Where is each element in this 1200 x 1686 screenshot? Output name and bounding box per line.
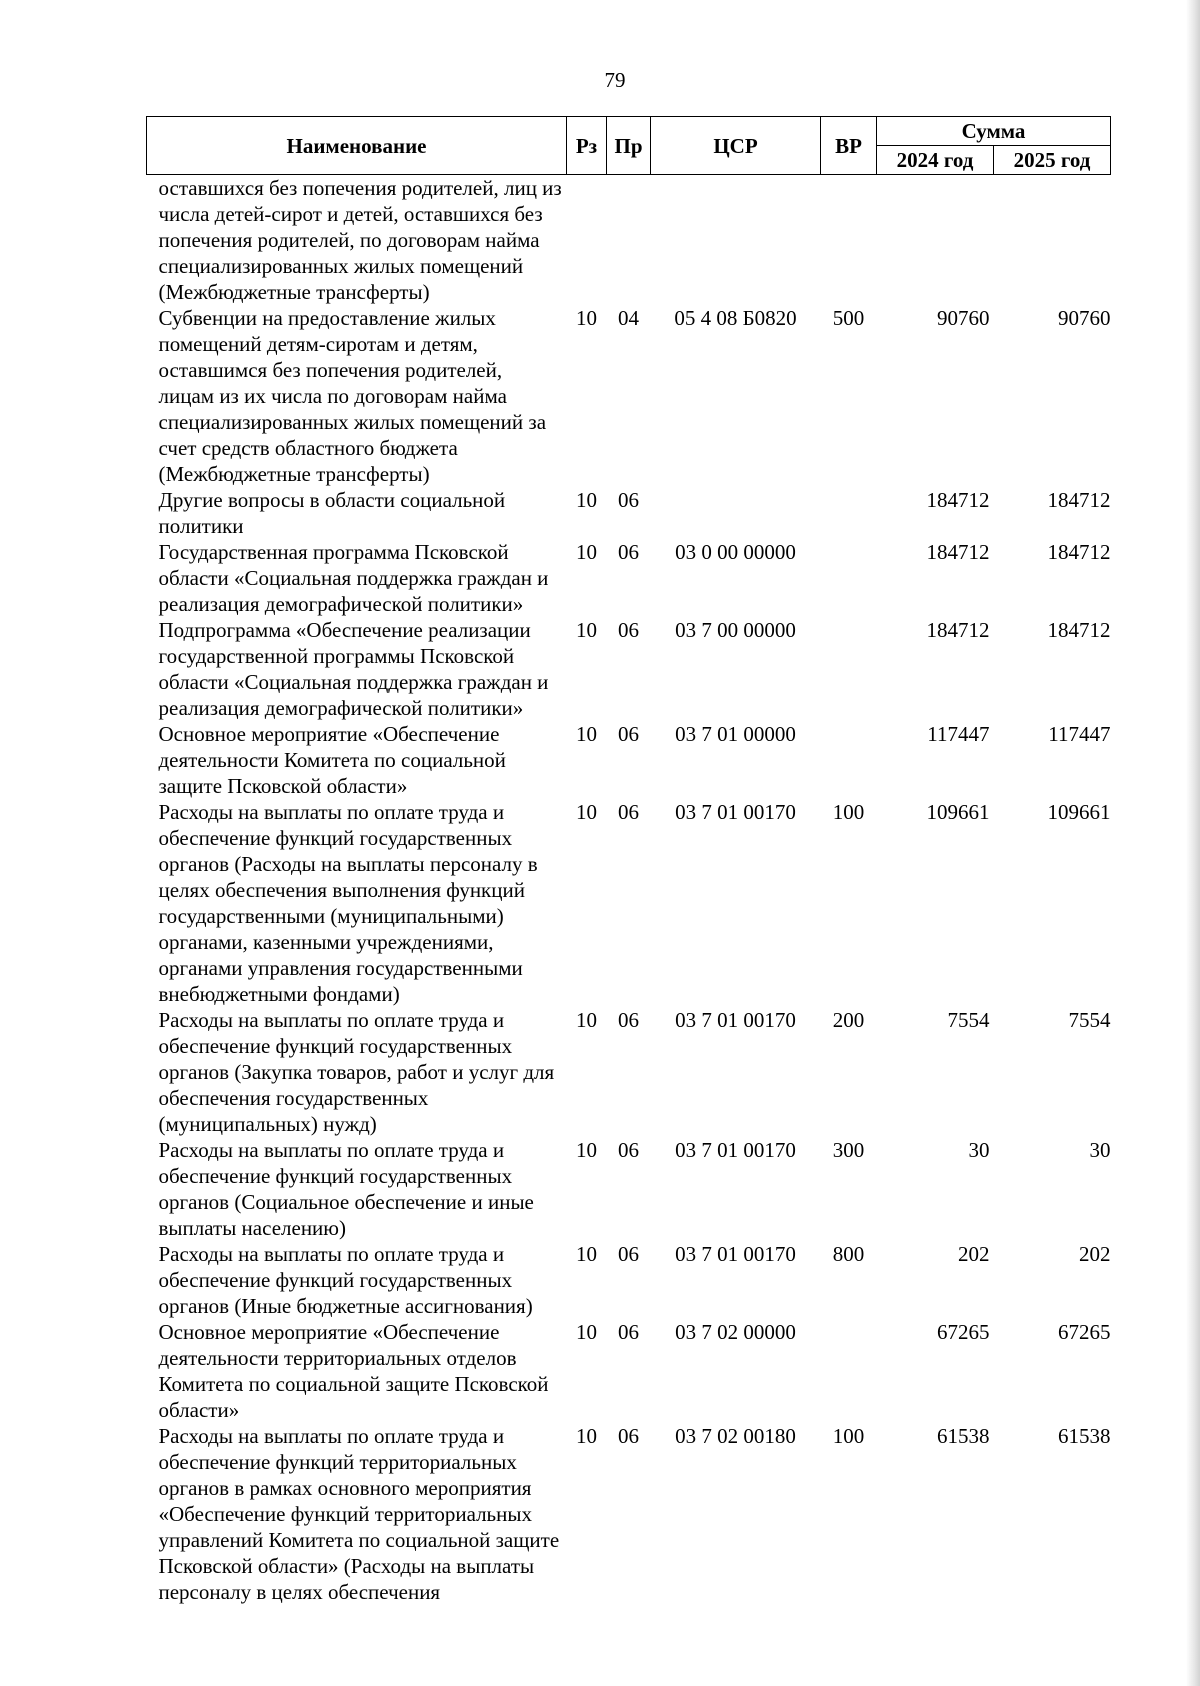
header-sum: Сумма [877,117,1111,146]
row-sum-2025-cell: 7554 [1068,1008,1111,1032]
row-vr-cell [821,487,877,539]
row-sum-2025-cell: 184712 [1047,488,1111,512]
row-name-cell: Расходы на выплаты по оплате труда и обеспечение функций государственных органов (Социальное обеспечение и иные выплаты населению) [158,1138,534,1240]
row-sum-2024-cell: 61538 [937,1424,990,1448]
row-csr-cell: 03 7 01 00170 [675,1008,796,1032]
row-vr-cell: 200 [832,1008,865,1032]
row-sum-2024-cell [877,175,994,306]
row-name-cell: Расходы на выплаты по оплате труда и обеспечение функций государственных органов (Расходы на выплаты персоналу в целях обеспечения выполнения функций государственными (муниципальными) органами, казенными учреждениями, органами управления государственными внебюджетными фондами) [158,800,538,1006]
row-csr-cell: 03 0 00 00000 [675,540,796,564]
header-vr: ВР [821,117,877,175]
row-pr-cell: 06 [618,488,639,512]
row-vr-cell [821,721,877,799]
row-csr-cell: 05 4 08 Б0820 [674,306,797,330]
row-rz-cell [567,175,607,306]
row-csr-cell: 03 7 01 00170 [675,800,796,824]
row-name-cell: Основное мероприятие «Обеспечение деятельности Комитета по социальной защите Псковской области» [158,722,506,798]
row-rz-cell: 10 [576,1242,597,1266]
row-rz-cell: 10 [576,540,597,564]
row-csr-cell [651,175,821,306]
row-pr-cell: 06 [618,722,639,746]
row-rz-cell: 10 [576,800,597,824]
row-csr-cell: 03 7 01 00170 [675,1242,796,1266]
table-row [147,305,1111,487]
row-name-cell: Расходы на выплаты по оплате труда и обеспечение функций государственных органов (Иные бюджетные ассигнования) [158,1242,533,1318]
row-sum-2024-cell: 90760 [937,306,990,330]
table-header [147,117,1111,175]
row-pr-cell: 06 [618,1008,639,1032]
row-sum-2024-cell: 184712 [926,540,990,564]
row-sum-2025-cell: 109661 [1047,800,1111,824]
table-row [147,1007,1111,1137]
header-csr: ЦСР [651,117,821,175]
table-row [147,799,1111,1007]
row-name-cell: оставшихся без попечения родителей, лиц из числа детей-сирот и детей, оставшихся без попечения родителей, по договорам найма специализированных жилых помещений (Межбюджетные трансферты) [158,176,562,304]
row-pr-cell: 04 [618,306,639,330]
row-vr-cell: 100 [832,800,865,824]
row-name-cell: Основное мероприятие «Обеспечение деятельности территориальных отделов Комитета по социальной защите Псковской области» [158,1320,549,1422]
row-rz-cell: 10 [576,1138,597,1162]
table-row [147,1137,1111,1241]
row-csr-cell: 03 7 02 00000 [675,1320,796,1344]
row-pr-cell: 06 [618,1424,639,1448]
header-pr: Пр [607,117,651,175]
row-csr-cell [651,487,821,539]
header-year-2025: 2025 год [994,146,1111,175]
row-rz-cell: 10 [576,722,597,746]
row-sum-2024-cell: 117447 [927,722,990,746]
page-number: 79 [604,68,626,92]
row-sum-2025-cell: 61538 [1058,1424,1111,1448]
row-sum-2025-cell: 184712 [1047,540,1111,564]
row-sum-2024-cell: 202 [958,1242,990,1266]
row-sum-2025-cell: 184712 [1047,618,1111,642]
row-csr-cell: 03 7 01 00170 [675,1138,796,1162]
row-name-cell: Другие вопросы в области социальной политики [158,488,506,538]
header-year-2024: 2024 год [877,146,994,175]
row-vr-cell [821,1319,877,1423]
row-pr-cell: 06 [618,1138,639,1162]
table-row [147,721,1111,799]
budget-table-container [146,116,1110,1605]
row-csr-cell: 03 7 00 00000 [675,618,796,642]
row-pr-cell: 06 [618,1320,639,1344]
row-name-cell: Подпрограмма «Обеспечение реализации государственной программы Псковской области «Социальная поддержка граждан и реализация демографической политики» [158,618,549,720]
row-sum-2025-cell: 67265 [1058,1320,1111,1344]
row-sum-2025-cell: 90760 [1058,306,1111,330]
row-vr-cell: 300 [832,1138,865,1162]
row-pr-cell: 06 [618,540,639,564]
table-row [147,1241,1111,1319]
row-sum-2024-cell: 184712 [926,488,990,512]
header-name: Наименование [147,117,567,175]
row-rz-cell: 10 [576,618,597,642]
table-row [147,617,1111,721]
row-pr-cell: 06 [618,800,639,824]
table-row [147,487,1111,539]
row-name-cell: Субвенции на предоставление жилых помещений детям-сиротам и детям, оставшимся без попечения родителей, лицам из их числа по договорам найма специализированных жилых помещений за счет средств областного бюджета (Межбюджетные трансферты) [158,306,547,486]
budget-table [146,116,1111,1605]
row-sum-2024-cell: 109661 [926,800,990,824]
row-rz-cell: 10 [576,1424,597,1448]
row-pr-cell [607,175,651,306]
row-vr-cell: 100 [832,1424,865,1448]
row-sum-2024-cell: 7554 [947,1008,990,1032]
row-vr-cell [821,617,877,721]
table-row [147,539,1111,617]
row-pr-cell: 06 [618,1242,639,1266]
row-sum-2025-cell [994,175,1111,306]
table-row [147,1319,1111,1423]
row-name-cell: Государственная программа Псковской области «Социальная поддержка граждан и реализация демографической политики» [158,540,549,616]
row-csr-cell: 03 7 01 00000 [675,722,796,746]
row-sum-2025-cell: 30 [1089,1138,1111,1162]
row-vr-cell [821,539,877,617]
header-rz: Рз [567,117,607,175]
row-rz-cell: 10 [576,488,597,512]
row-rz-cell: 10 [576,1008,597,1032]
row-sum-2025-cell: 117447 [1048,722,1111,746]
row-sum-2024-cell: 184712 [926,618,990,642]
scan-edge-decoration [1186,0,1200,1686]
row-rz-cell: 10 [576,306,597,330]
row-name-cell: Расходы на выплаты по оплате труда и обеспечение функций государственных органов (Закупка товаров, работ и услуг для обеспечения государственных (муниципальных) нужд) [158,1008,555,1136]
row-sum-2024-cell: 67265 [937,1320,990,1344]
row-csr-cell: 03 7 02 00180 [675,1424,796,1448]
row-vr-cell [821,175,877,306]
row-rz-cell: 10 [576,1320,597,1344]
row-vr-cell: 500 [832,306,865,330]
row-vr-cell: 800 [832,1242,865,1266]
table-row [147,1423,1111,1605]
row-sum-2025-cell: 202 [1079,1242,1111,1266]
table-row [147,175,1111,306]
row-sum-2024-cell: 30 [968,1138,990,1162]
row-name-cell: Расходы на выплаты по оплате труда и обеспечение функций территориальных органов в рамках основного мероприятия «Обеспечение функций территориальных управлений Комитета по социальной защите Псковской области» (Расходы на выплаты персоналу в целях обеспечения [158,1424,560,1604]
table-body [147,175,1111,1606]
row-pr-cell: 06 [618,618,639,642]
